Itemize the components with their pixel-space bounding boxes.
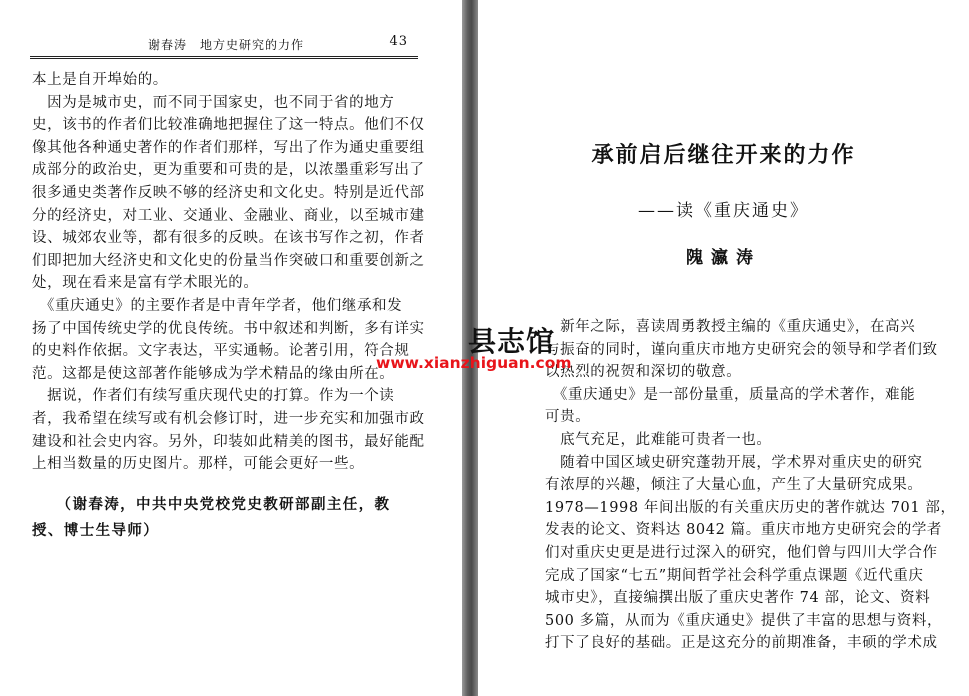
text-line: 扬了中国传统史学的优良传统。书中叙述和判断，多有详实	[32, 320, 425, 337]
text-line: 完成了国家“七五”期间哲学社会科学重点课题《近代重庆	[545, 567, 924, 584]
text-line: 者，我希望在续写或有机会修订时，进一步充实和加强市政	[32, 410, 425, 427]
text-line: 们对重庆史更是进行过深入的研究，他们曾与四川大学合作	[545, 544, 938, 561]
signature-line: （谢春涛，中共中央党校党史教研部副主任，教	[32, 496, 391, 513]
watermark-url: www.xianzhiguan.com	[376, 354, 572, 372]
text-line: 发表的论文、资料达 8042 篇。重庆市地方史研究会的学者	[545, 522, 943, 539]
text-line: 500 多篇，从而为《重庆通史》提供了丰富的思想与资料，	[545, 612, 943, 629]
text-line: 上相当数量的历史图片。那样，可能会更好一些。	[32, 456, 365, 473]
signature-line: 授、博士生导师）	[32, 522, 160, 539]
text-line: 成部分的政治史，更为重要和可贵的是，以浓墨重彩写出了	[32, 162, 425, 179]
text-line: 范。这都是使这部著作能够成为学术精品的缘由所在。	[32, 365, 395, 382]
running-header-title: 谢春涛 地方史研究的力作	[148, 38, 305, 52]
text-line: 像其他各种通史著作的作者们那样，写出了作为通史重要组	[32, 139, 425, 156]
text-line: 的史料作依据。文字表达，平实通畅。论著引用，符合规	[32, 343, 410, 360]
text-line: 《重庆通史》的主要作者是中青年学者，他们继承和发	[32, 297, 403, 314]
text-line: 据说，作者们有续写重庆现代史的打算。作为一个读	[32, 388, 395, 405]
text-line: 与振奋的同时，谨向重庆市地方史研究会的领导和学者们致	[545, 341, 938, 358]
text-line: 新年之际，喜读周勇教授主编的《重庆通史》，在高兴	[545, 319, 916, 335]
text-line: 本上是自开埠始的。	[32, 72, 168, 88]
text-line: 城市史》，直接编撰出版了重庆史著作 74 部，论文、资料	[545, 590, 931, 607]
text-line: 底气充足，此难能可贵者一也。	[545, 431, 772, 448]
text-line: 以热烈的祝贺和深切的敬意。	[545, 364, 742, 381]
running-header	[30, 34, 418, 54]
text-line: 因为是城市史，而不同于国家史，也不同于省的地方	[32, 94, 395, 111]
watermark-site-name: 县志馆	[468, 325, 556, 358]
text-line: 随着中国区域史研究蓬勃开展，学术界对重庆史的研究	[545, 454, 923, 471]
article-title: 承前启后继往开来的力作	[591, 142, 856, 168]
left-body-text	[32, 69, 432, 476]
article-subtitle: ——读《重庆通史》	[638, 201, 809, 221]
site-watermark	[370, 320, 610, 376]
text-line: 可贵。	[545, 409, 591, 426]
header-rule-double	[30, 58, 418, 59]
text-line: 打下了良好的基础。正是这充分的前期准备，丰硕的学术成	[545, 635, 938, 652]
text-line: 很多通史类著作反映不够的经济史和文化史。特别是近代部	[32, 184, 425, 201]
text-line: 有浓厚的兴趣，倾注了大量心血，产生了大量研究成果。	[545, 477, 923, 494]
text-line: 分的经济史，对工业、交通业、金融业、商业，以至城市建	[32, 207, 425, 224]
text-line: 设、城郊农业等，都有很多的反映。在该书写作之初，作者	[32, 230, 425, 247]
text-line: 1978—1998 年间出版的有关重庆历史的著作就达 701 部，	[545, 499, 956, 516]
text-line: 们即把加大经济史和文化史的份量当作突破口和重要创新之	[32, 252, 425, 269]
text-line: 史，该书的作者们比较准确地把握住了这一特点。他们不仅	[32, 117, 425, 134]
text-line: 建设和社会史内容。另外，印装如此精美的图书，最好能配	[32, 433, 425, 450]
page-number: 43	[389, 34, 408, 49]
header-rule	[30, 56, 418, 57]
author-signature	[32, 492, 390, 544]
text-line: 处，现在看来是富有学术眼光的。	[32, 275, 259, 292]
article-author: 隗瀛涛	[686, 248, 761, 268]
text-line: 《重庆通史》是一部份量重，质量高的学术著作，难能	[545, 386, 916, 403]
